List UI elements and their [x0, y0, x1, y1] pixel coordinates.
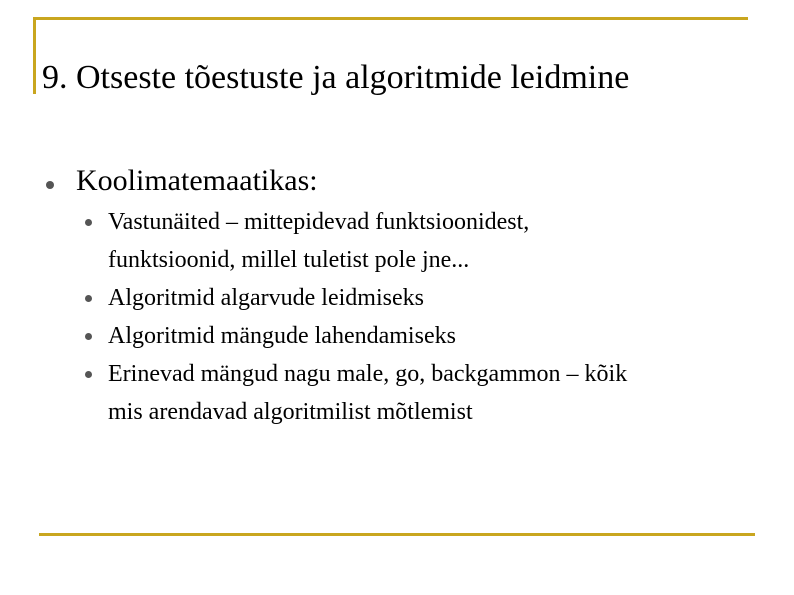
list-item-text: Erinevad mängud nagu male, go, backgammon – kõik mis arendavad algoritmilist mõtlemist — [108, 361, 628, 425]
bullet-dot-icon — [85, 371, 92, 378]
section-heading-item — [42, 160, 762, 202]
section-heading: Koolimatemaatikas: — [76, 164, 318, 197]
bullet-dot-icon — [85, 333, 92, 340]
bullet-dot-icon — [46, 181, 54, 189]
section — [42, 160, 762, 202]
list-item-text: Vastunäited – mittepidevad funktsioonidest, funktsioonid, millel tuletist pole jne... — [108, 209, 530, 273]
list-item — [85, 317, 765, 355]
top-rule-divider — [33, 17, 748, 20]
list-item-text: Algoritmid mängude lahendamiseks — [108, 323, 456, 349]
slide-title: 9. Otseste tõestuste ja algoritmide leidmine — [42, 59, 630, 96]
list-item — [85, 203, 765, 279]
list-item — [85, 279, 765, 317]
bullet-dot-icon — [85, 219, 92, 226]
bottom-rule-divider — [39, 533, 755, 536]
left-rule-divider — [33, 17, 36, 94]
bullet-list — [85, 203, 765, 431]
list-item — [85, 355, 765, 431]
list-item-text: Algoritmid algarvude leidmiseks — [108, 285, 424, 311]
bullet-dot-icon — [85, 295, 92, 302]
